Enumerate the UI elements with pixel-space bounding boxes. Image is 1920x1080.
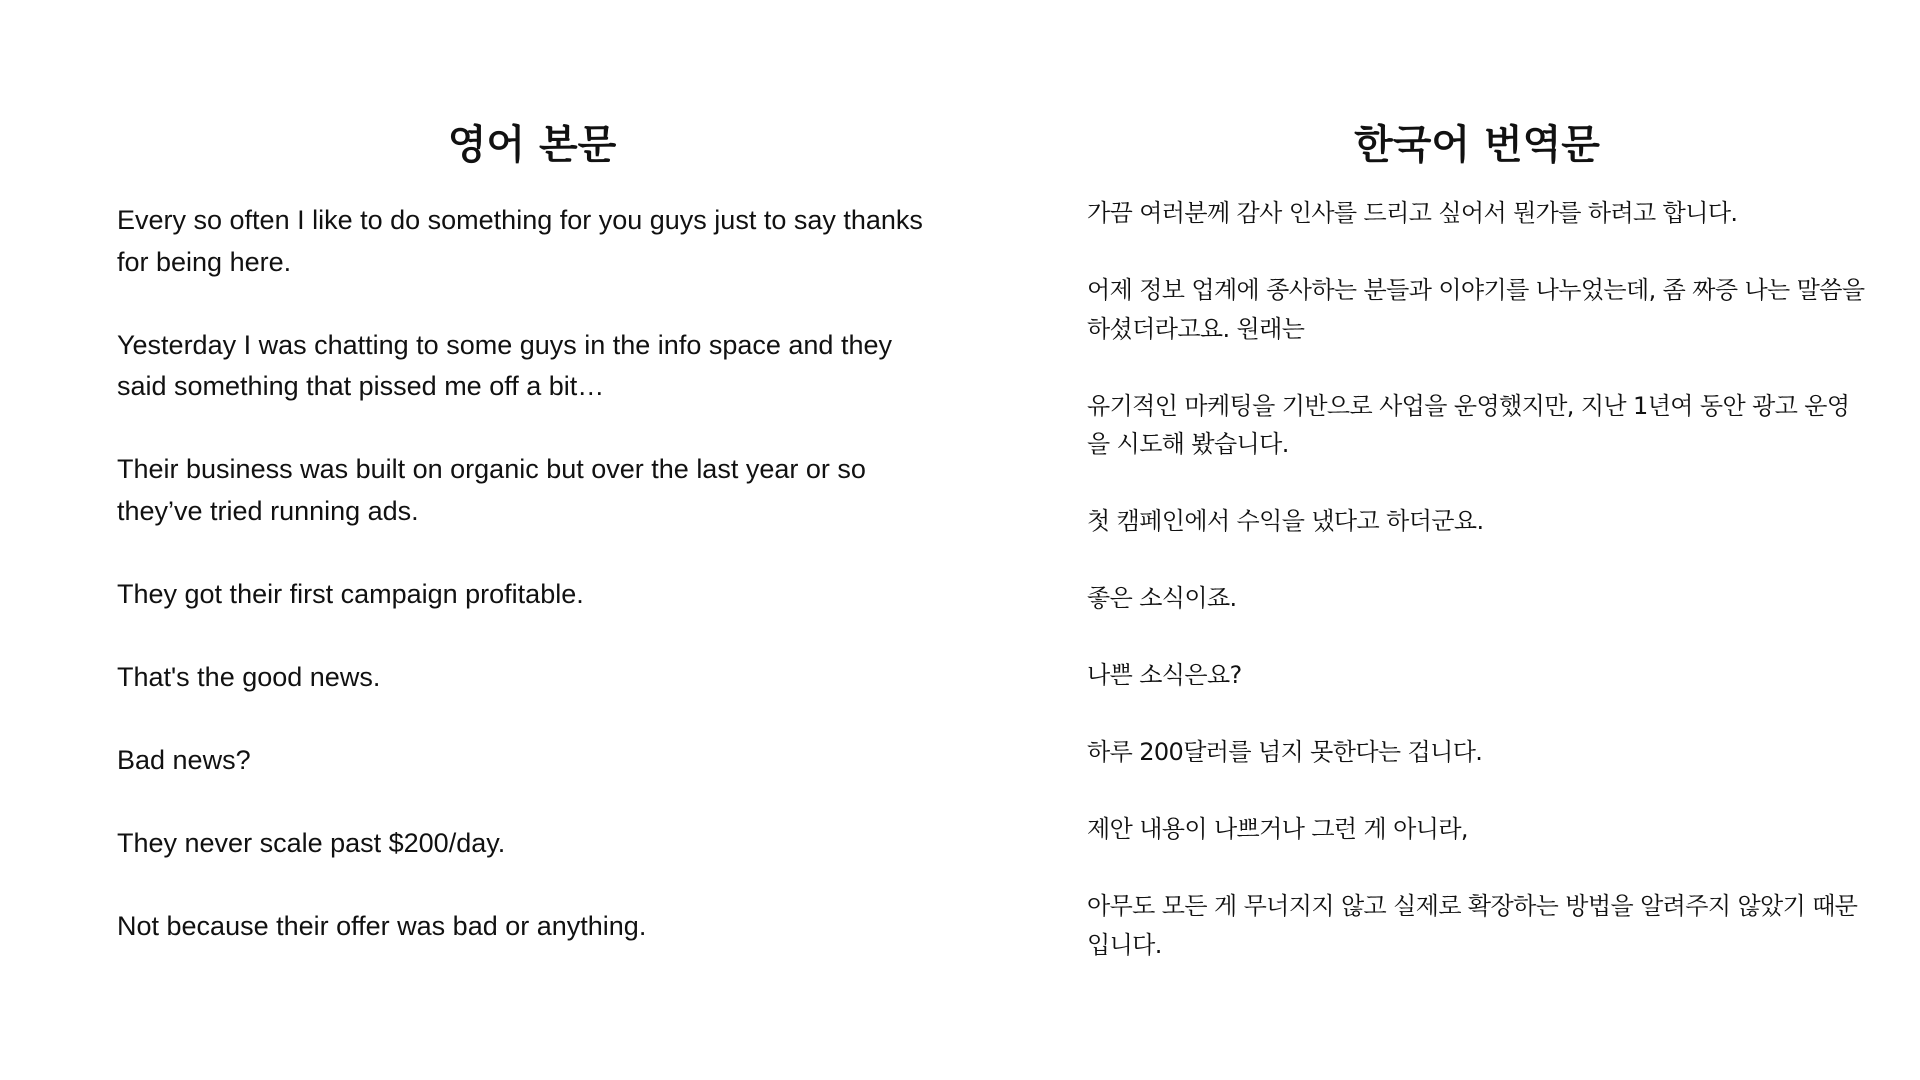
english-original-column: [117, 118, 947, 989]
korean-translation-column: [1087, 118, 1867, 1003]
english-column-title: 영어 본문: [447, 122, 617, 168]
english-paragraph: Not because their offer was bad or anything.: [117, 910, 647, 941]
english-paragraph: That's the good news.: [117, 661, 381, 692]
korean-paragraph: 나쁜 소식은요?: [1087, 661, 1242, 689]
english-paragraph: Every so often I like to do something for you guys just to say thanks for being here.: [117, 205, 923, 277]
english-paragraph: Bad news?: [117, 744, 251, 775]
korean-paragraph: 좋은 소식이죠.: [1087, 584, 1237, 612]
english-paragraph: They got their first campaign profitable.: [117, 578, 584, 609]
english-paragraph: Their business was built on organic but over the last year or so they’ve tried running ads.: [117, 454, 866, 526]
korean-paragraph: 어제 정보 업계에 종사하는 분들과 이야기를 나누었는데, 좀 짜증 나는 말씀을 하셨더라고요. 원래는: [1087, 276, 1865, 343]
korean-paragraph: 하루 200달러를 넘지 못한다는 겁니다.: [1087, 738, 1483, 766]
korean-paragraph: 제안 내용이 나쁘거나 그런 게 아니라,: [1087, 815, 1468, 843]
korean-paragraph: 첫 캠페인에서 수익을 냈다고 하더군요.: [1087, 507, 1484, 535]
english-paragraph: They never scale past $200/day.: [117, 827, 506, 858]
korean-paragraph: 아무도 모든 게 무너지지 않고 실제로 확장하는 방법을 알려주지 않았기 때문입니다.: [1087, 892, 1858, 959]
korean-column-title: 한국어 번역문: [1354, 122, 1600, 168]
korean-paragraph: 가끔 여러분께 감사 인사를 드리고 싶어서 뭔가를 하려고 합니다.: [1087, 199, 1738, 227]
korean-paragraph: 유기적인 마케팅을 기반으로 사업을 운영했지만, 지난 1년여 동안 광고 운영을 시도해 봤습니다.: [1087, 391, 1850, 458]
english-paragraph: Yesterday I was chatting to some guys in the info space and they said something that pissed me off a bit…: [117, 329, 892, 401]
